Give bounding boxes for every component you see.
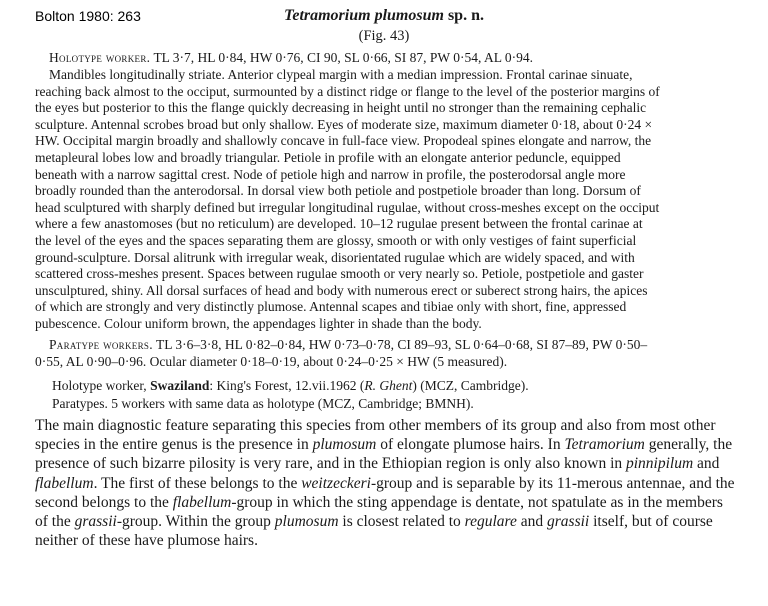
diagnosis-text: . The first of these belongs to the xyxy=(93,474,302,492)
species-title xyxy=(0,7,768,25)
species-name: Tetramorium plumosum xyxy=(284,7,444,24)
holotype-measurements xyxy=(35,50,660,67)
holotype-locality: : King's Forest, 12.vii.1962 ( xyxy=(209,378,365,393)
taxon-name: plumosum xyxy=(274,513,339,531)
species-status: sp. n. xyxy=(447,7,484,24)
diagnosis-text: itself, but of course neither of these have plumose hairs. xyxy=(35,513,713,550)
paratype-label: Paratype workers. xyxy=(49,337,153,352)
diagnosis-text: generally, the presence of such bizarre pilosity is very rare, and in the Ethiopian region is only also known in xyxy=(35,436,733,473)
diagnosis-text: of elongate plumose hairs. In xyxy=(376,436,565,454)
taxon-name: weitzeckeri xyxy=(301,474,371,492)
paratype-measurement-values: TL 3·6–3·8, HL 0·82–0·84, HW 0·73–0·78, CI 89–93, SL 0·64–0·68, SI 87–89, PW 0·50–0·55, AL 0·90–0·96. Ocular diameter 0·18–0·19, about 0·24–0·25 × HW (5 measured). xyxy=(35,337,648,369)
holotype-depository: ) (MCZ, Cambridge). xyxy=(412,378,529,393)
genus-name: Tetramorium xyxy=(564,436,645,454)
holotype-material-prefix: Holotype worker, xyxy=(52,378,147,393)
collector-name: R. Ghent xyxy=(364,378,413,393)
diagnosis-paragraph xyxy=(35,416,735,550)
taxon-name: flabellum xyxy=(172,493,232,511)
holotype-material xyxy=(52,378,672,395)
taxon-name: plumosum xyxy=(312,436,377,454)
holotype-label: Holotype worker. xyxy=(49,50,151,65)
figure-reference: (Fig. 43) xyxy=(358,28,410,44)
diagnosis-text: The main diagnostic feature separating this species from other members of its group and also from most other species in the entire genus is the presence in xyxy=(35,417,716,454)
taxon-name: regulare xyxy=(464,513,517,531)
taxon-name: grassii xyxy=(74,513,117,531)
holotype-measurement-values: TL 3·7, HL 0·84, HW 0·76, CI 90, SL 0·66, SI 87, PW 0·54, AL 0·94. xyxy=(153,50,534,65)
diagnosis-text: is closest related to xyxy=(338,513,465,531)
diagnosis-text: and xyxy=(516,513,548,531)
source-citation: Bolton 1980: 263 xyxy=(35,8,141,24)
diagnosis-text: -group in which the sting appendage is dentate, not spatulate as in the members of the xyxy=(35,493,723,531)
taxon-name: pinnipilum xyxy=(626,455,694,473)
diagnosis-text: and xyxy=(693,455,720,473)
taxon-name: flabellum xyxy=(35,474,94,492)
paratype-material: Paratypes. 5 workers with same data as holotype (MCZ, Cambridge; BMNH). xyxy=(52,396,474,411)
holotype-description: Mandibles longitudinally striate. Anterior clypeal margin with a median impression. Frontal carinae sinuate, reaching back almost to the occiput, surmounted by a distinct ridge or flange to the level of the posterior margins of the eyes but posterior to this the flange quickly decreasing in height until no stronger than the remaining cephalic sculpture. Antennal scrobes broad but only shallow. Eyes of moderate size, maximum diameter 0·18, about 0·24 × HW. Occipital margin broadly and shallowly concave in full-face view. Propodeal spines elongate and narrow, the metapleural lobes low and broadly triangular. Petiole in profile with an elongate anterior peduncle, equipped beneath with a narrow sagittal crest. Node of petiole high and narrow in profile, the posterodorsal angle more broadly rounded than the anterodorsal. In dorsal view both petiole and postpetiole broader than long. Dorsum of head sculptured with sharply defined but irregular longitudinal rugulae, without cross-meshes except on the occiput where a few anastomoses (but no reticulum) are developed. 10–12 rugulae present between the frontal carinae at the level of the eyes and the spaces separating them are glossy, smooth or with only vestiges of faint superficial ground-sculpture. Dorsal alitrunk with irregular weak, disorientated rugulae which are widely spaced, and with scattered cross-meshes present. Spaces between rugulae smooth or very nearly so. Petiole, postpetiole and gaster unsculptured, shiny. All dorsal surfaces of head and body with numerous erect or suberect strong hairs, the apices of which are strongly and very distinctly plumose. Antennal scapes and tibiae only with short, fine, appressed pubescence. Colour uniform brown, the appendages lighter in shade than the body. xyxy=(35,67,660,331)
diagnosis-text: -group and is separable by its 11-merous antennae, and the second belongs to the xyxy=(35,474,735,511)
taxon-name: grassii xyxy=(547,513,590,531)
diagnosis-text: -group. Within the group xyxy=(116,513,275,531)
country-name: Swaziland xyxy=(150,378,210,393)
paratype-measurements xyxy=(35,337,660,370)
